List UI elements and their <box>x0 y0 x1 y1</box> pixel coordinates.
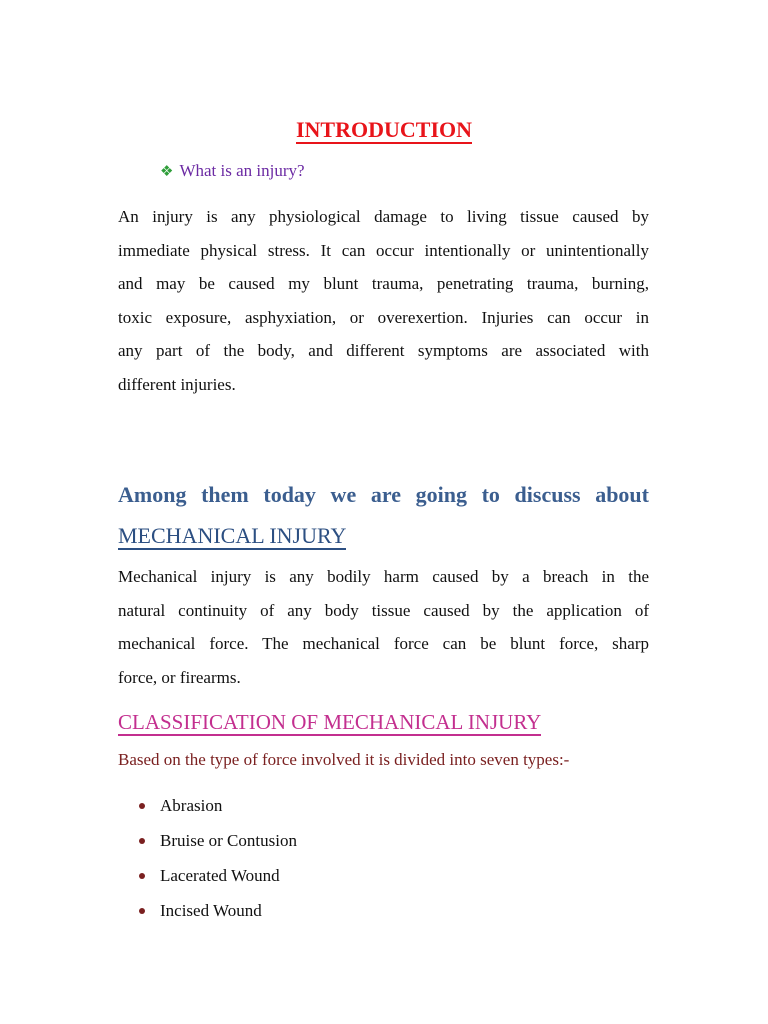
classification-heading-text: CLASSIFICATION OF MECHANICAL INJURY <box>118 710 542 734</box>
list-item <box>139 898 297 933</box>
among-heading: Among them today we are going to discuss about <box>118 482 649 507</box>
paragraph-line: An injury is any physiological damage to living tissue caused by <box>118 207 649 226</box>
bullet-icon <box>139 803 145 809</box>
list-item-label: Incised Wound <box>160 901 262 920</box>
list-item-label: Lacerated Wound <box>160 866 280 885</box>
mechanical-injury-heading <box>118 522 346 550</box>
list-item <box>139 828 297 863</box>
intro-paragraph <box>118 200 649 401</box>
paragraph-line: different injuries. <box>118 374 236 394</box>
title-text: INTRODUCTION <box>295 117 473 142</box>
list-item-label: Abrasion <box>160 796 223 815</box>
page-title <box>0 116 768 144</box>
diamond-cluster-icon: ❖ <box>160 162 174 180</box>
paragraph-line: Mechanical injury is any bodily harm caused by a breach in the <box>118 567 649 586</box>
paragraph-line: and may be caused my blunt trauma, penetrating trauma, burning, <box>118 274 649 293</box>
question-text: What is an injury? <box>179 161 305 180</box>
paragraph-line: toxic exposure, asphyxiation, or overexertion. Injuries can occur in <box>118 307 649 327</box>
paragraph-line: any part of the body, and different symptoms are associated with <box>118 341 649 360</box>
paragraph-line: mechanical force. The mechanical force can be blunt force, sharp <box>118 634 649 653</box>
question-item <box>160 160 305 182</box>
list-item <box>139 793 297 828</box>
paragraph-line: force, or firearms. <box>118 667 241 687</box>
mechanical-injury-heading-text: MECHANICAL INJURY <box>118 523 347 548</box>
list-item <box>139 863 297 898</box>
list-item-label: Bruise or Contusion <box>160 831 297 850</box>
injury-types-list <box>139 793 297 933</box>
classification-intro: Based on the type of force involved it is divided into seven types:- <box>118 750 570 769</box>
bullet-icon <box>139 908 145 914</box>
classification-heading <box>118 708 541 736</box>
mechanical-paragraph <box>118 560 649 694</box>
paragraph-line: immediate physical stress. It can occur intentionally or unintentionally <box>118 240 649 260</box>
paragraph-line: natural continuity of any body tissue caused by the application of <box>118 600 649 620</box>
bullet-icon <box>139 873 145 879</box>
bullet-icon <box>139 838 145 844</box>
